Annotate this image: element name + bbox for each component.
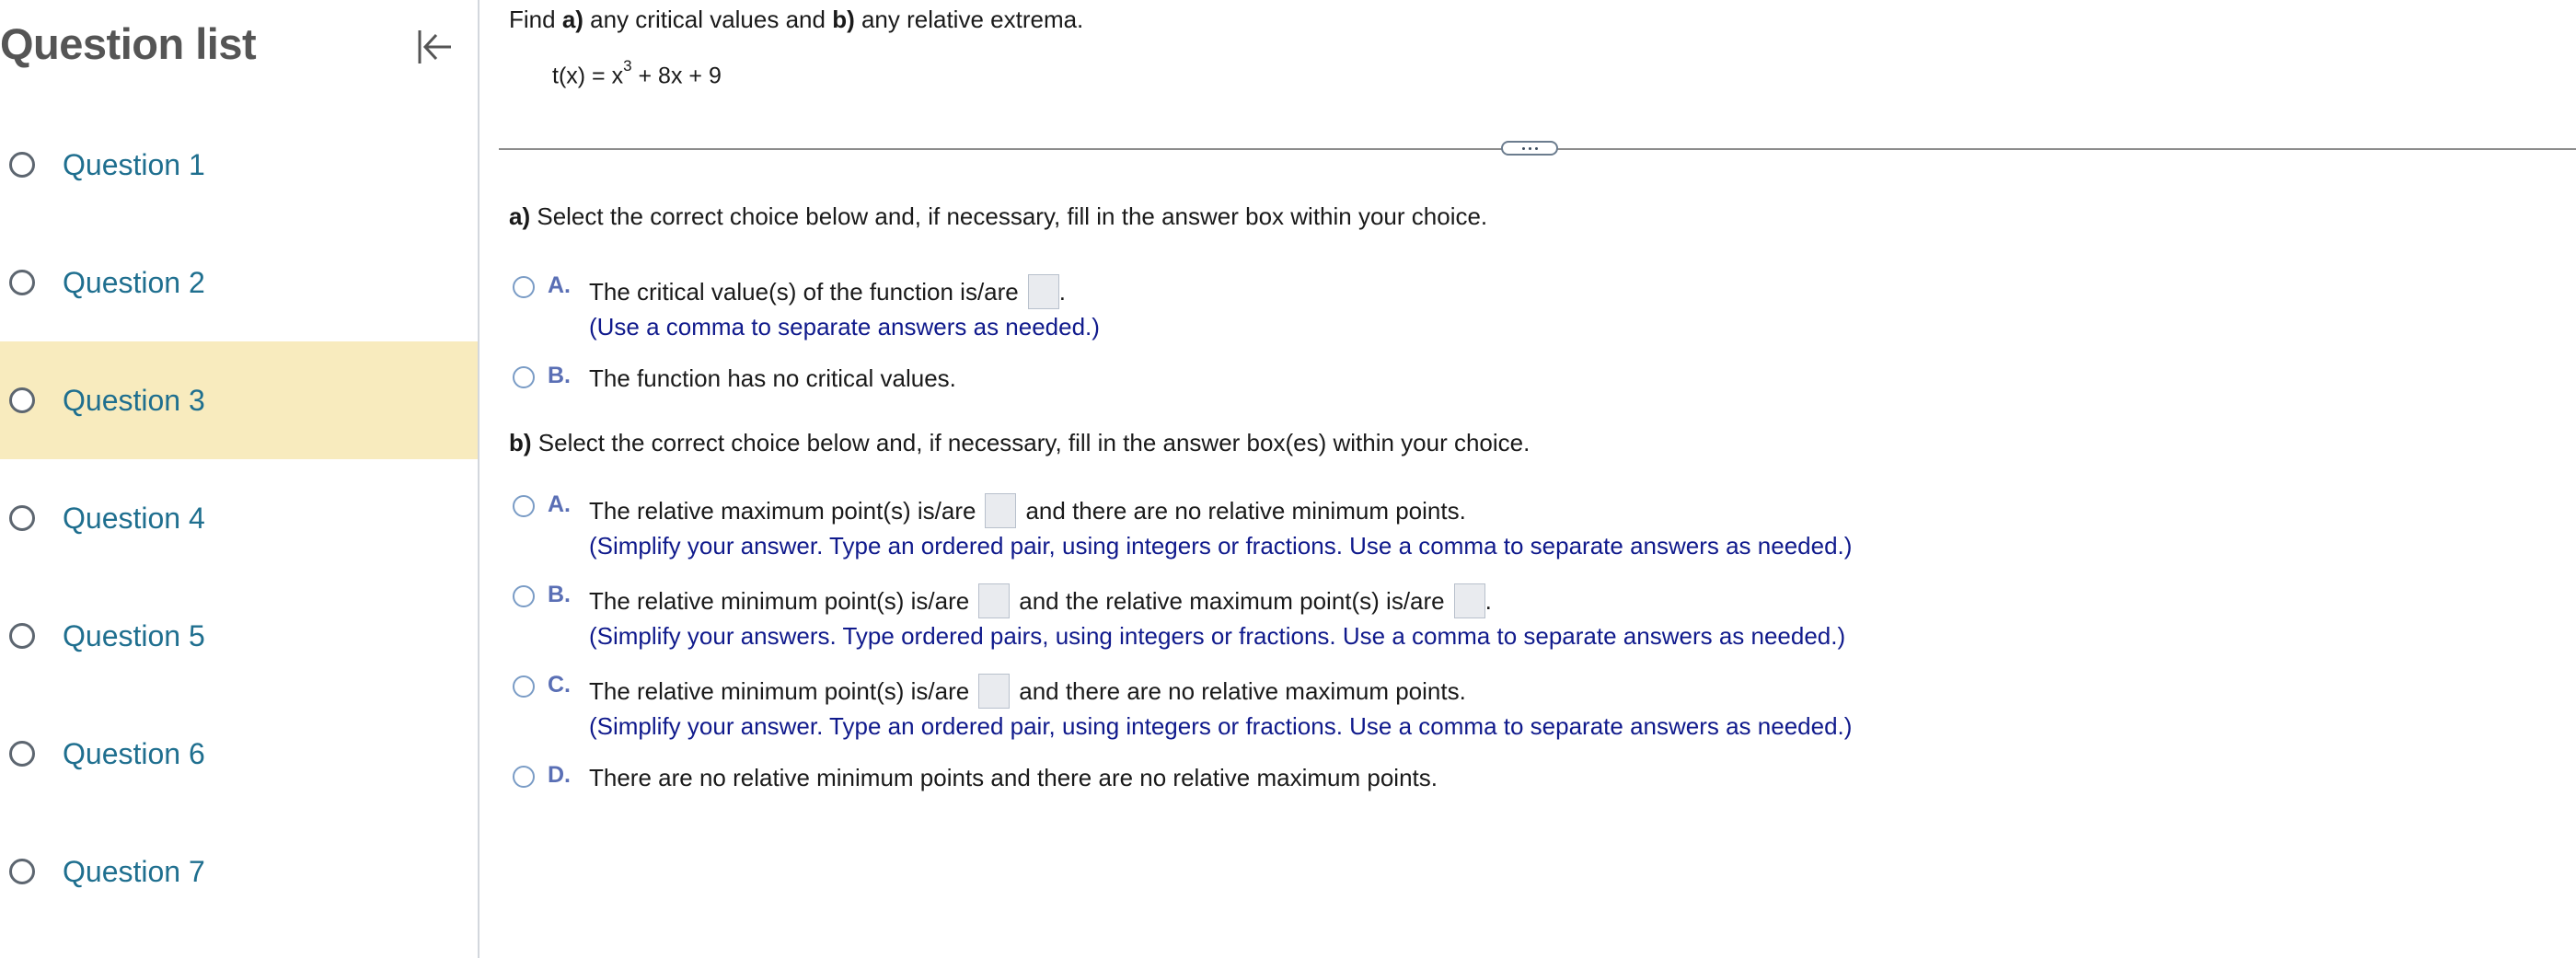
answer-box[interactable] (978, 583, 1010, 618)
choice-text: The function has no critical values. (589, 364, 956, 392)
choice-letter: A. (548, 491, 571, 517)
more-options-button[interactable] (1501, 141, 1558, 156)
choice-text-pre: The relative maximum point(s) is/are (589, 496, 976, 525)
part-b-label: b) (509, 429, 532, 456)
choice-text (589, 583, 1492, 618)
choice-hint: (Simplify your answer. Type an ordered pair, using integers or fractions. Use a comma to separate answers as needed.) (589, 712, 1853, 740)
choice-hint: (Simplify your answer. Type an ordered pair, using integers or fractions. Use a comma to separate answers as needed.) (589, 532, 1853, 560)
choice-text: There are no relative minimum points and there are no relative maximum points. (589, 764, 1438, 791)
radio-icon (9, 152, 35, 178)
sidebar-item-label: Question 3 (63, 383, 205, 417)
sidebar-title: Question list (0, 19, 257, 68)
radio-icon (9, 741, 35, 767)
sidebar-item-label: Question 5 (63, 618, 205, 652)
prompt-part-b: b) (832, 6, 855, 33)
function-formula (552, 57, 722, 89)
radio-icon (9, 505, 35, 531)
radio-button[interactable] (513, 495, 535, 517)
choice-letter: C. (548, 672, 571, 698)
sidebar-item-label: Question 1 (63, 147, 205, 181)
question-panel (479, 0, 2576, 958)
radio-icon (9, 859, 35, 884)
instruction-text: Select the correct choice below and, if necessary, fill in the answer box(es) within your choice. (531, 429, 1531, 456)
sidebar-item-label: Question 4 (63, 501, 205, 535)
choice-text-post: and there are no relative minimum points. (1025, 496, 1466, 525)
radio-button[interactable] (513, 276, 535, 298)
choice-text-post: and there are no relative maximum points. (1019, 676, 1466, 705)
choice-text-post: . (1484, 586, 1492, 615)
sidebar-item-label: Question 2 (63, 265, 205, 299)
choice-letter: D. (548, 762, 571, 788)
sidebar-item-label: Question 6 (63, 736, 205, 770)
choice-text (589, 493, 1466, 528)
instruction-text: Select the correct choice below and, if necessary, fill in the answer box within your choice. (530, 202, 1488, 230)
radio-icon (9, 387, 35, 413)
prompt-text: any critical values and (583, 6, 833, 33)
formula-text: + 8x + 9 (631, 63, 722, 89)
radio-icon (9, 623, 35, 649)
choice-text-pre: The relative minimum point(s) is/are (589, 586, 970, 615)
choice-letter: B. (548, 363, 571, 388)
sidebar-item-question-1[interactable] (0, 106, 478, 224)
choice-text-post: . (1058, 277, 1066, 306)
sidebar-item-label: Question 7 (63, 854, 205, 888)
prompt-text: any relative extrema. (854, 6, 1084, 33)
answer-box[interactable] (1454, 583, 1485, 618)
prompt-part-a: a) (561, 6, 583, 33)
part-a-instruction (509, 202, 1487, 231)
formula-text: t(x) = x (552, 63, 624, 89)
part-b-instruction (509, 429, 1530, 457)
sidebar-item-question-7[interactable] (0, 813, 478, 930)
radio-icon (9, 270, 35, 295)
radio-button[interactable] (513, 366, 535, 388)
collapse-sidebar-button[interactable] (410, 24, 458, 70)
choice-text (589, 674, 1466, 709)
choice-letter: B. (548, 582, 571, 607)
sidebar-item-question-6[interactable] (0, 695, 478, 813)
answer-box[interactable] (1028, 274, 1059, 309)
choice-text (589, 274, 1066, 309)
question-prompt (509, 6, 1083, 34)
choice-hint: (Simplify your answers. Type ordered pairs, using integers or fractions. Use a comma to separate answers as needed.) (589, 622, 1846, 650)
sidebar-item-question-4[interactable] (0, 459, 478, 577)
answer-box[interactable] (978, 674, 1010, 709)
sidebar-item-question-3[interactable] (0, 341, 478, 459)
formula-exponent: 3 (623, 57, 632, 75)
choice-text-pre: The critical value(s) of the function is/are (589, 277, 1019, 306)
sidebar-item-question-2[interactable] (0, 224, 478, 341)
radio-button[interactable] (513, 585, 535, 607)
radio-button[interactable] (513, 675, 535, 698)
part-a-label: a) (509, 202, 531, 230)
choice-letter: A. (548, 272, 571, 298)
question-list-sidebar (0, 0, 479, 958)
collapse-left-icon (414, 27, 455, 67)
sidebar-item-question-5[interactable] (0, 577, 478, 695)
choice-text-pre: The relative minimum point(s) is/are (589, 676, 970, 705)
radio-button[interactable] (513, 766, 535, 788)
choice-hint: (Use a comma to separate answers as needed.) (589, 313, 1100, 340)
choice-text-mid: and the relative maximum point(s) is/are (1019, 586, 1445, 615)
prompt-text: Find (509, 6, 562, 33)
answer-box[interactable] (985, 493, 1016, 528)
